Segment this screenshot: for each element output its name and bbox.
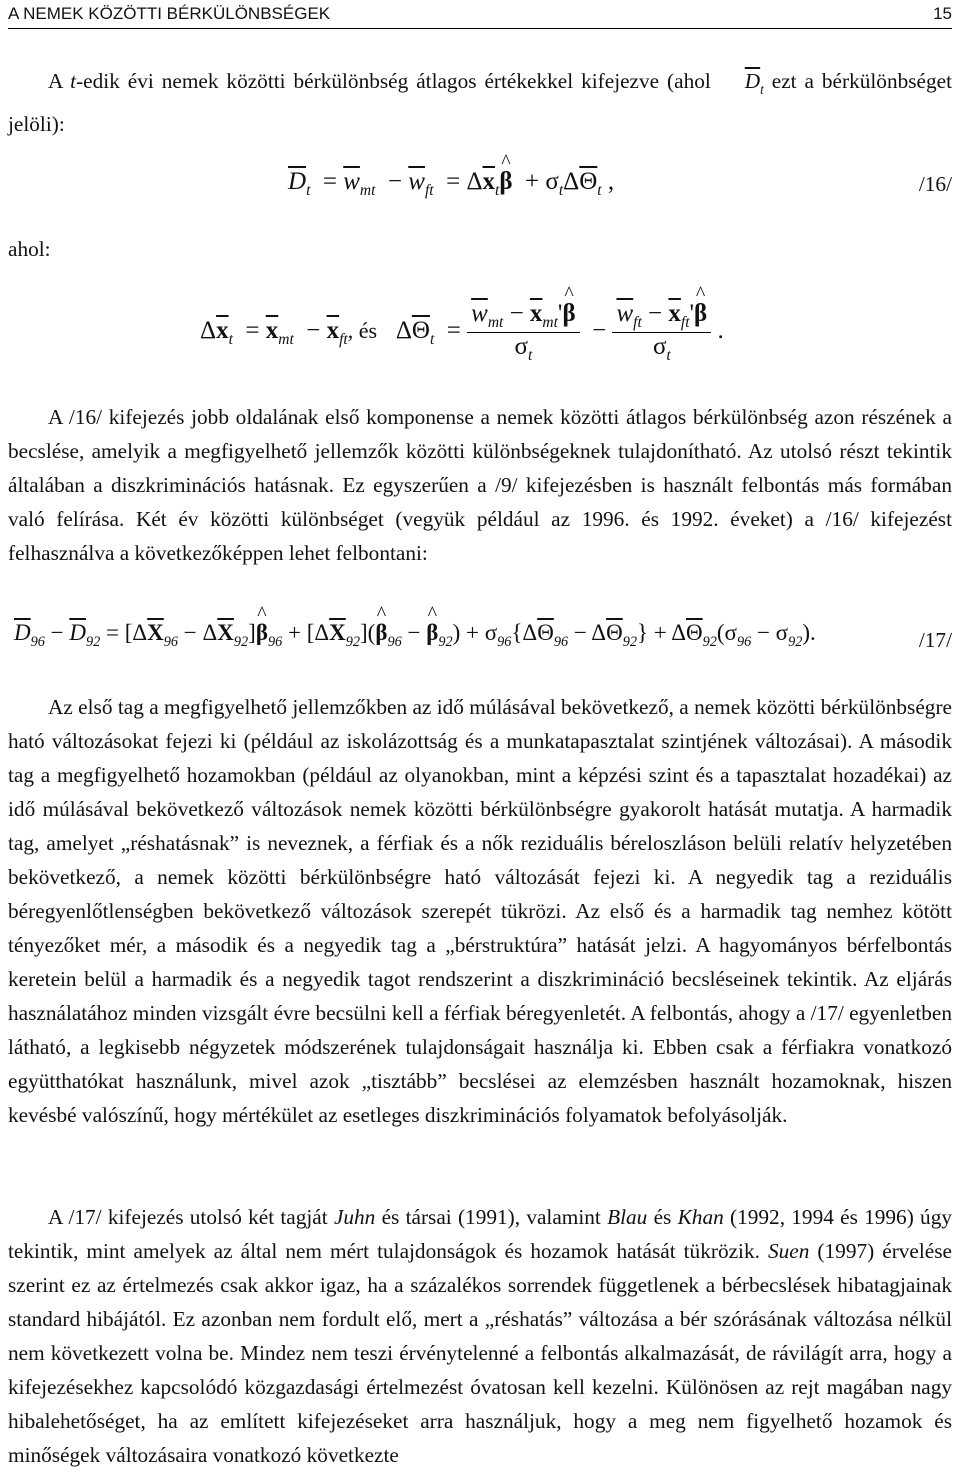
equation-16-label: /16/	[918, 172, 952, 196]
definitions-equation: $\Delta\overline{x}_t = \overline{x}_{mt} - \overline{x}_{ft}$, és $\Delta\overline{\Theta}_t$ = $\frac{\overline{w}_{mt} - \overline{x}_{mt}'\^{} \beta}{\sigma_t}$ − $\frac{\overline{w}_{ft} - \overline{x}_{ft}'\^{} \beta}{\sigma_t}$ .	[200, 300, 724, 365]
page-number: 15	[933, 4, 952, 23]
equation-16: $\overline{D}_t = \overline{w}_{mt} - \overline{w}_{ft}$ = $\Delta\overline{x}_t\^{}$ $\beta + \sigma_t\Delta\overline{\Theta}_t$ ,	[288, 168, 614, 200]
paragraph-3: A /17/ kifejezés utolsó két tagját Juhn és társai (1991), valamint Blau és Khan (1992, 1994 és 1996) úgy tekintik, mint amelyek az által nem mért tulajdonságok és hozamok hatását tükrözik. Suen (1997) érvelése szerint ez az értelmezés csak akkor igaz, ha a százalékos sorrendek függetlenek a bérbecslések hibatagjainak standard hibájától. Ez azonban nem fordult elő, mert a „réshatás” változása a bér szórásának változása nélkül nem következett volna be. Mindez nem teszi érvénytelenné a felbontás alkalmazását, de rávilágít arra, hogy a kifejezésekhez kapcsolódó közgazdasági értelmezést óvatosan kell kezelni. Különösen az rejt magában nagy hibalehetőséget, ha az említett kifejezéseket arra használjuk, hogy a meg nem figyelhető hozamok és minőségek változásaira vonatkozó következte	[8, 1205, 952, 1467]
es-connector: , és	[347, 318, 378, 344]
equation-17: $\overline{D}_{96} - \overline{D}_{92} = [\Delta\overline{X}_{96}$ − $\Delta\overline{X}_{92}]\^{}$ $\beta_{96}$ + $[\Delta\overline{X}_{92}](\^{}$ $\beta_{96}$ − ^ $\beta_{92}) + \sigma_{96}\{\Delta\overline{\Theta}_{96} - \Delta\overline{\Theta}_{92}\} + \Delta\overline{\Theta}_{92}(\sigma_{96} - \sigma_{92})$.	[14, 620, 816, 651]
ahol-label: ahol:	[8, 237, 51, 261]
equation-17-label: /17/	[918, 628, 952, 652]
running-header	[8, 0, 952, 29]
header-title: A NEMEK KÖZÖTTI BÉRKÜLÖNBSÉGEK	[8, 4, 331, 23]
paragraph-1: A /16/ kifejezés jobb oldalának első komponense a nemek közötti átlagos bérkülönbség azon részének a becslése, amelyik a megfigyelhető jellemzők közötti különbségeknek tulajdonítható. Az utolsó részt tekintik általában a diszkriminációs hatásnak. Ez egyszerűen a /9/ kifejezésben is használt felbontás más formában való felírása. Két év közötti különbséget (vegyük például az 1996. és 1992. éveket) a /16/ kifejezést felhasználva a következőképpen lehet felbontani:	[8, 405, 952, 565]
paragraph-2: Az első tag a megfigyelhető jellemzőkben az idő múlásával bekövetkező, a nemek közötti bérkülönbségre ható változásokat fejezi ki (például az iskolázottság és a munkatapasztalat szintjének változásai). A második tag a megfigyelhető hozamokban (például az olyanokban, mint a képzési szint és a tapasztalat hozadékai) az idő múlásával bekövetkező változások nemek közötti bérkülönbségre gyakorolt hatását mutatja. A harmadik tag, amelyet „réshatásnak” is neveznek, a férfiak és a nők reziduális béreloszláson belüli relatív helyzetében bekövetkező, a nemek közötti bérkülönbségre ható változását fejezi ki. A negyedik tag a reziduális béregyenlőtlenségben bekövetkező változások szerepét tükrözi. Az első és a harmadik tag nemhez kötött tényezőket mér, a második és a negyedik tag a „bérstruktúra” hatását jelzi. A hagyományos bérfelbontás keretein belül a harmadik és a negyedik tagot rendszerint a diszkrimináció becsléseinek tekintik. Az eljárás használatához minden vizsgált évre becsülni kell a férfiak béregyenletét. A felbontás, ahogy a /17/ egyenletben látható, a legkisebb négyzetek módszerének tulajdonságait használja ki. Ebben csak a férfiakra vonatkozó együtthatókat használunk, mivel azok „tisztább” becslései az elemzésben használt hozamoknak, hiszen kevésbé valószínű, hogy mértékület az esetleges diszkriminációs folyamatok befolyásolják.	[8, 695, 952, 1127]
intro-paragraph: A t-edik évi nemek közötti bérkülönbség átlagos értékekkel kifejezve (ahol $\overline{D}_t$ ezt a bérkülönbséget jelöli):	[8, 69, 953, 136]
